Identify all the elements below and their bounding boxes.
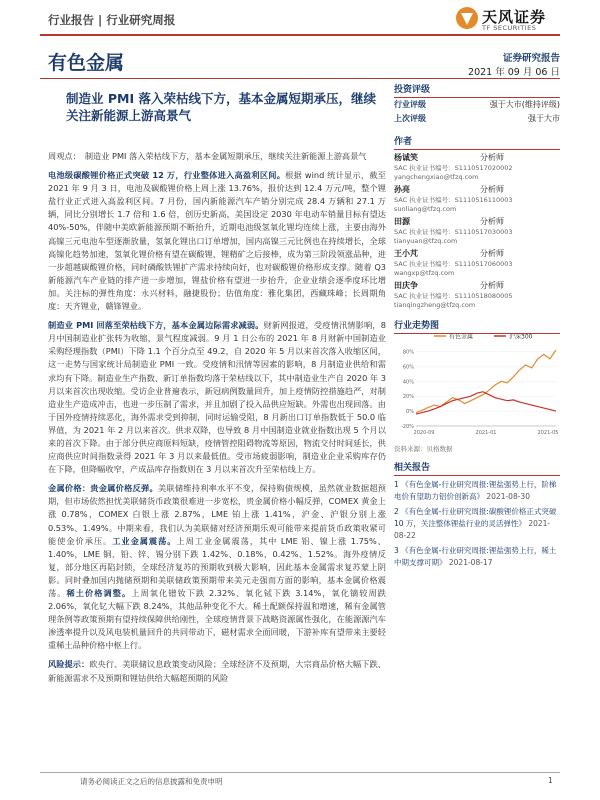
author-entry bbox=[394, 248, 560, 278]
summary: 周观点： 制造业 PMI 落入荣枯线下方，基本金属短期承压，继续关注新能源上游高景气 bbox=[48, 151, 367, 161]
industry-trend-chart bbox=[394, 330, 560, 440]
author-email[interactable]: yangchengxiao@tfzq.com bbox=[394, 173, 479, 181]
author-entry bbox=[394, 216, 560, 246]
author-cert: SAC 执业证书编号：S1110516110003 bbox=[394, 196, 513, 204]
x-tick-label: 2020-09 bbox=[413, 430, 435, 436]
author-entry bbox=[394, 152, 560, 182]
author-email[interactable]: wangxp@tfzq.com bbox=[394, 269, 455, 277]
logo-subtext: TF SECURITIES bbox=[482, 24, 537, 32]
legend-label: 有色金属 bbox=[449, 333, 474, 341]
rating-row: 行业评级 强于大市(维持评级) bbox=[394, 100, 560, 109]
report-category: 行业报告 | 行业研究周报 bbox=[48, 13, 176, 27]
report-type: 证券研究报告 bbox=[502, 53, 560, 64]
author-email[interactable]: tianqingzheng@tfzq.com bbox=[394, 301, 476, 309]
y-tick-label: 60% bbox=[402, 364, 414, 371]
author-name: 田庆争 分析师 bbox=[394, 281, 504, 290]
chart-source: 资料来源：贝格数据 bbox=[394, 445, 453, 453]
author-list bbox=[394, 152, 560, 310]
paragraph-pmi: 制造业 PMI 回落至荣枯线下方，基本金属边际需求减弱。财新网报道，受疫情汛情影响，8 月中国制造业扩张转为收缩，景气程度减弱。9 月 1 日公布的 2021 年 8 月财新中国制造业采购经理指数（PMI）下降 1.1 个百分点至 49.2，自 2020 年 5 月以来首次落入收缩区间，这一走势与国家统计局制造业 PMI 一致。受疫情和汛情等因素的影响，8 月制造业供给和需求均有下降。制造业生产指数、新订单指数均落于荣枯线以下，其中制造业生产自 2020 年 3 月以来首次出现收缩。受访企业普遍表示，新冠病例数量回升，加上疫情防控措施趋严，对制造业生产造成冲击，也进一步压制了需求，并且加剧了投入品供应短缺。外需也出现回落。由于国外疫情持续恶化，海外需求受到抑制，同时运输受阻，8 月新出口订单指数低于 50.0 临界值，为 2021 年 2 月以来首次。供求双降，也导致 8 月中国制造业就业指数出现 5 个月以来的首次下降。由于部分供应商原料短缺，疫情管控阻碍物流等原因，物流交付时间延长，供应商供应时间指数录得 2021 年 3 月以来最低值。受市场疲弱影响，制造业企业采购库存仍在下降，但降幅收窄，产成品库存指数则在 3 月以来首次升至荣枯线上方。 bbox=[48, 320, 386, 475]
y-tick-label: 0% bbox=[406, 409, 414, 416]
report-date: 2021 年 09 月 06 日 bbox=[468, 67, 560, 78]
related-list bbox=[394, 479, 560, 569]
tf-logo-icon bbox=[454, 5, 480, 31]
footer-divider bbox=[40, 772, 560, 773]
author-cert: SAC 执业证书编号：S1110517060003 bbox=[394, 260, 513, 268]
y-tick-label: -20% bbox=[401, 424, 414, 430]
related-reports bbox=[394, 462, 560, 569]
author-cert: SAC 执业证书编号：S1110518080005 bbox=[394, 292, 513, 300]
related-report-item[interactable]: 2 《有色金属-行业研究周报:碳酸锂价格正式突破 10 万，关注整体锂盐行业的灵活弹性》 2021-08-22 bbox=[394, 507, 557, 540]
author-name: 田源 分析师 bbox=[394, 217, 504, 226]
legend-label: 沪深300 bbox=[509, 333, 533, 341]
related-heading: 相关报告 bbox=[394, 462, 560, 476]
risk-note: 风险提示：欧央行、美联储议息政策变动风险；全球经济不及预期，大宗商品价格大幅下跌、新能源需求不及预期和锂钴供给大幅超预期的风险 bbox=[48, 659, 386, 683]
page-number: 1 bbox=[548, 776, 553, 785]
report-title: 制造业 PMI 落入荣枯线下方，基本金属短期承压，继续关注新能源上游高景气 bbox=[66, 91, 376, 123]
author-entry bbox=[394, 280, 560, 310]
author-email[interactable]: sunliang@tfzq.com bbox=[394, 205, 457, 213]
author-name: 王小芃 分析师 bbox=[394, 249, 504, 258]
y-tick-label: 20% bbox=[402, 394, 414, 401]
y-tick-label: 40% bbox=[402, 379, 414, 386]
rating-heading: 投资评级 bbox=[394, 84, 560, 98]
paragraph-lithium: 电池级碳酸锂价格正式突破 12 万，行业整体进入高盈利区间。根据 wind 统计显示，截至 2021 年 9 月 3 日，电池及碳酸锂价格上周上涨 13.76%，报价达到 12.4 万元/吨，整个锂盐行业正式进入高盈利区间。7 月份，国内新能源汽车产销分别完成 28.4 万辆和 27.1 万辆，同比分别增长 1.7 倍和 1.6 倍，创历史新高，美国设定 2030 年电动车销量目标有望达 40%-50%，伴随中美欧新能源预期不断抬升，近期电池级氢氧化锂均连续上涨，主要由海外高镍三元电池车型逐渐放量，氢氧化锂出口订单增加，国内高镍三元比例也在持续增长，全球高镍化趋势加速，氢氧化锂价格有望在碳酸锂、锂精矿之后接棒，成为第三阶段领涨品种，进一步超越碳酸锂价格，同时磷酸铁锂扩产需求持续向好，也对碳酸锂价格形成支撑。随着 Q3 新能源汽车产业链的排产进一步增加，锂盐价格有望进一步抬升，企业业绩会逐季度环比增加。关注标的弹性角度：永兴材料，融捷股份；估值角度：雅化集团，西藏珠峰；长周期角度：天齐锂业，赣锋锂业。 bbox=[48, 170, 386, 312]
footer-disclaimer: 请务必阅读正文之后的信息披露和免责申明 bbox=[80, 777, 223, 786]
top-divider bbox=[40, 34, 560, 36]
rating-row: 上次评级 强于大市 bbox=[394, 114, 560, 123]
author-cert: SAC 执业证书编号：S1110517020002 bbox=[394, 164, 513, 172]
main-body bbox=[48, 150, 386, 691]
x-tick-label: 2021-05 bbox=[537, 430, 559, 436]
logo-text: 天风证券 bbox=[482, 8, 547, 26]
related-report-item[interactable]: 3 《有色金属-行业研究周报:锂盐强势上行，稀土中期支撑可期》 2021-08-17 bbox=[394, 546, 557, 567]
x-tick-label: 2021-01 bbox=[475, 430, 497, 436]
chart-heading: 行业走势图 bbox=[394, 320, 560, 334]
author-name: 杨诚笑 分析师 bbox=[394, 153, 504, 162]
paragraph-prices: 金属价格：贵金属价格反弹。美联储维持利率水平不变，保持购债规模，虽然就业数据超预期，但市场依然担忧美联储货币政策很难进一步宽松，贵金属价格小幅反弹，COMEX 黄金上涨 0.78%，COMEX 白银上涨 2.87%，LME 铂上涨 1.41%，沪金、沪银分别上涨 0.53%、1.49%。中期来看，我们认为美联储对经济预期乐观可能带来提前货币政策收紧可能使金价承压。工业金属震荡。上周工业金属震荡，其中 LME 铝、镍上涨 1.75%、1.40%，LME 铜、铅、锌、锡分别下跌 1.42%、0.18%、0.42%、1.52%。海外疫情反复，部分地区再陷封锁，全球经济复苏的预期收到极大影响，因此基本金属需求复苏蒙上阴影。同时叠加国内抛储预期和美联储政策预期带来美元走强而方面的影响，基本金属价格震荡。稀土价格调整。上周氧化镨钕下跌 2.32%、氧化铽下跌 3.14%，氧化镝较周跌 2.06%，氧化钇大幅下跌 8.24%，其他品种变化不大。稀土配额保持温和增速，稀有金属管理条例等政策预期有望持续保障供给刚性，全球疫情背景下战略资源属性强化，在能源源汽车渗透率提升以及风电装机量回升的共同带动下，磁材需求全面回暖，下游补库有望带来主要轻重稀土品种价格中枢上行。 bbox=[48, 483, 386, 651]
y-tick-label: 80% bbox=[402, 349, 414, 356]
author-entry bbox=[394, 184, 560, 214]
author-email[interactable]: tianyuan@tfzq.com bbox=[394, 237, 458, 245]
series-line-沪深300 bbox=[416, 392, 556, 414]
sector-title: 有色金属 bbox=[48, 52, 125, 74]
author-cert: SAC 执业证书编号：S1110517030003 bbox=[394, 228, 513, 236]
author-name: 孙亮 分析师 bbox=[394, 185, 504, 194]
author-heading: 作者 bbox=[394, 136, 560, 150]
sidebar bbox=[394, 78, 560, 334]
related-report-item[interactable]: 1 《有色金属-行业研究周报:锂盐强势上行，阶梯电价有望助力铝价创新高》 2021-08-30 bbox=[394, 480, 557, 501]
